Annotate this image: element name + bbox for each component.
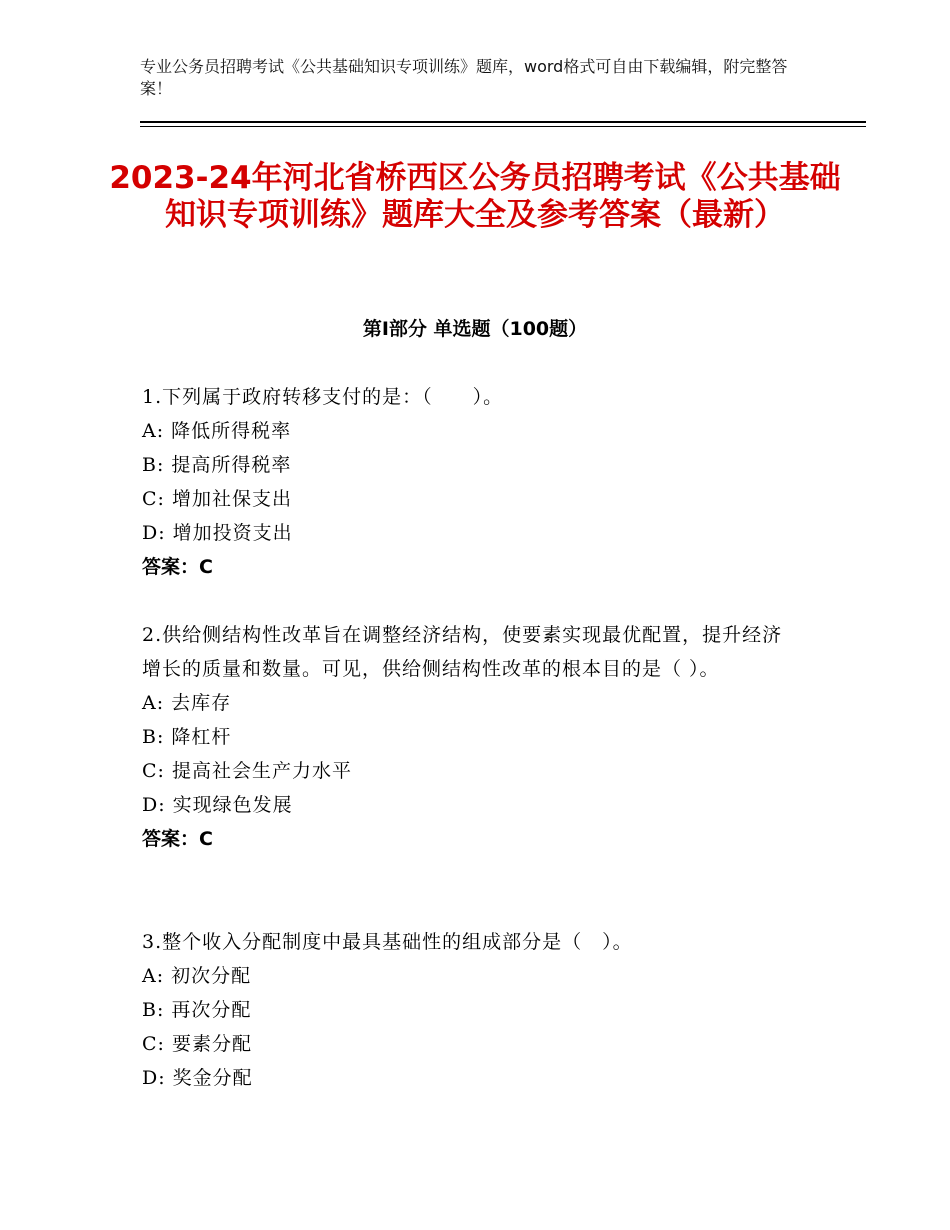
option-a: A: 去库存 <box>142 692 232 714</box>
option-c: C: 要素分配 <box>142 1033 252 1055</box>
question-stem: 1.下列属于政府转移支付的是：（ ）。 <box>142 386 504 408</box>
question-2 <box>142 618 802 856</box>
option-c: C: 增加社保支出 <box>142 488 292 510</box>
question-3 <box>142 925 802 1095</box>
option-d: D: 奖金分配 <box>142 1067 253 1089</box>
question-stem: 2.供给侧结构性改革旨在调整经济结构，使要素实现最优配置，提升经济增长的质量和数量。可见，供给侧结构性改革的根本目的是（ ）。 <box>142 624 783 680</box>
option-a: A: 初次分配 <box>142 965 252 987</box>
option-d: D: 增加投资支出 <box>142 522 293 544</box>
section-heading: 第Ⅰ部分 单选题（100题） <box>362 318 588 340</box>
document-title: 2023-24年河北省桥西区公务员招聘考试《公共基础知识专项训练》题库大全及参考答案（最新） <box>109 160 841 233</box>
option-c: C: 提高社会生产力水平 <box>142 760 352 782</box>
header-note: 专业公务员招聘考试《公共基础知识专项训练》题库，word格式可自由下载编辑，附完整答案！ <box>140 57 788 98</box>
question-stem: 3.整个收入分配制度中最具基础性的组成部分是（ ）。 <box>142 931 633 953</box>
answer-label: 答案：C <box>142 828 213 850</box>
header-rule-thick <box>140 121 866 123</box>
option-b: B: 降杠杆 <box>142 726 232 748</box>
answer-label: 答案：C <box>142 556 213 578</box>
option-a: A: 降低所得税率 <box>142 420 292 442</box>
option-b: B: 提高所得税率 <box>142 454 292 476</box>
option-b: B: 再次分配 <box>142 999 252 1021</box>
option-d: D: 实现绿色发展 <box>142 794 293 816</box>
question-1 <box>142 380 802 584</box>
header-rule-thin <box>140 126 866 127</box>
